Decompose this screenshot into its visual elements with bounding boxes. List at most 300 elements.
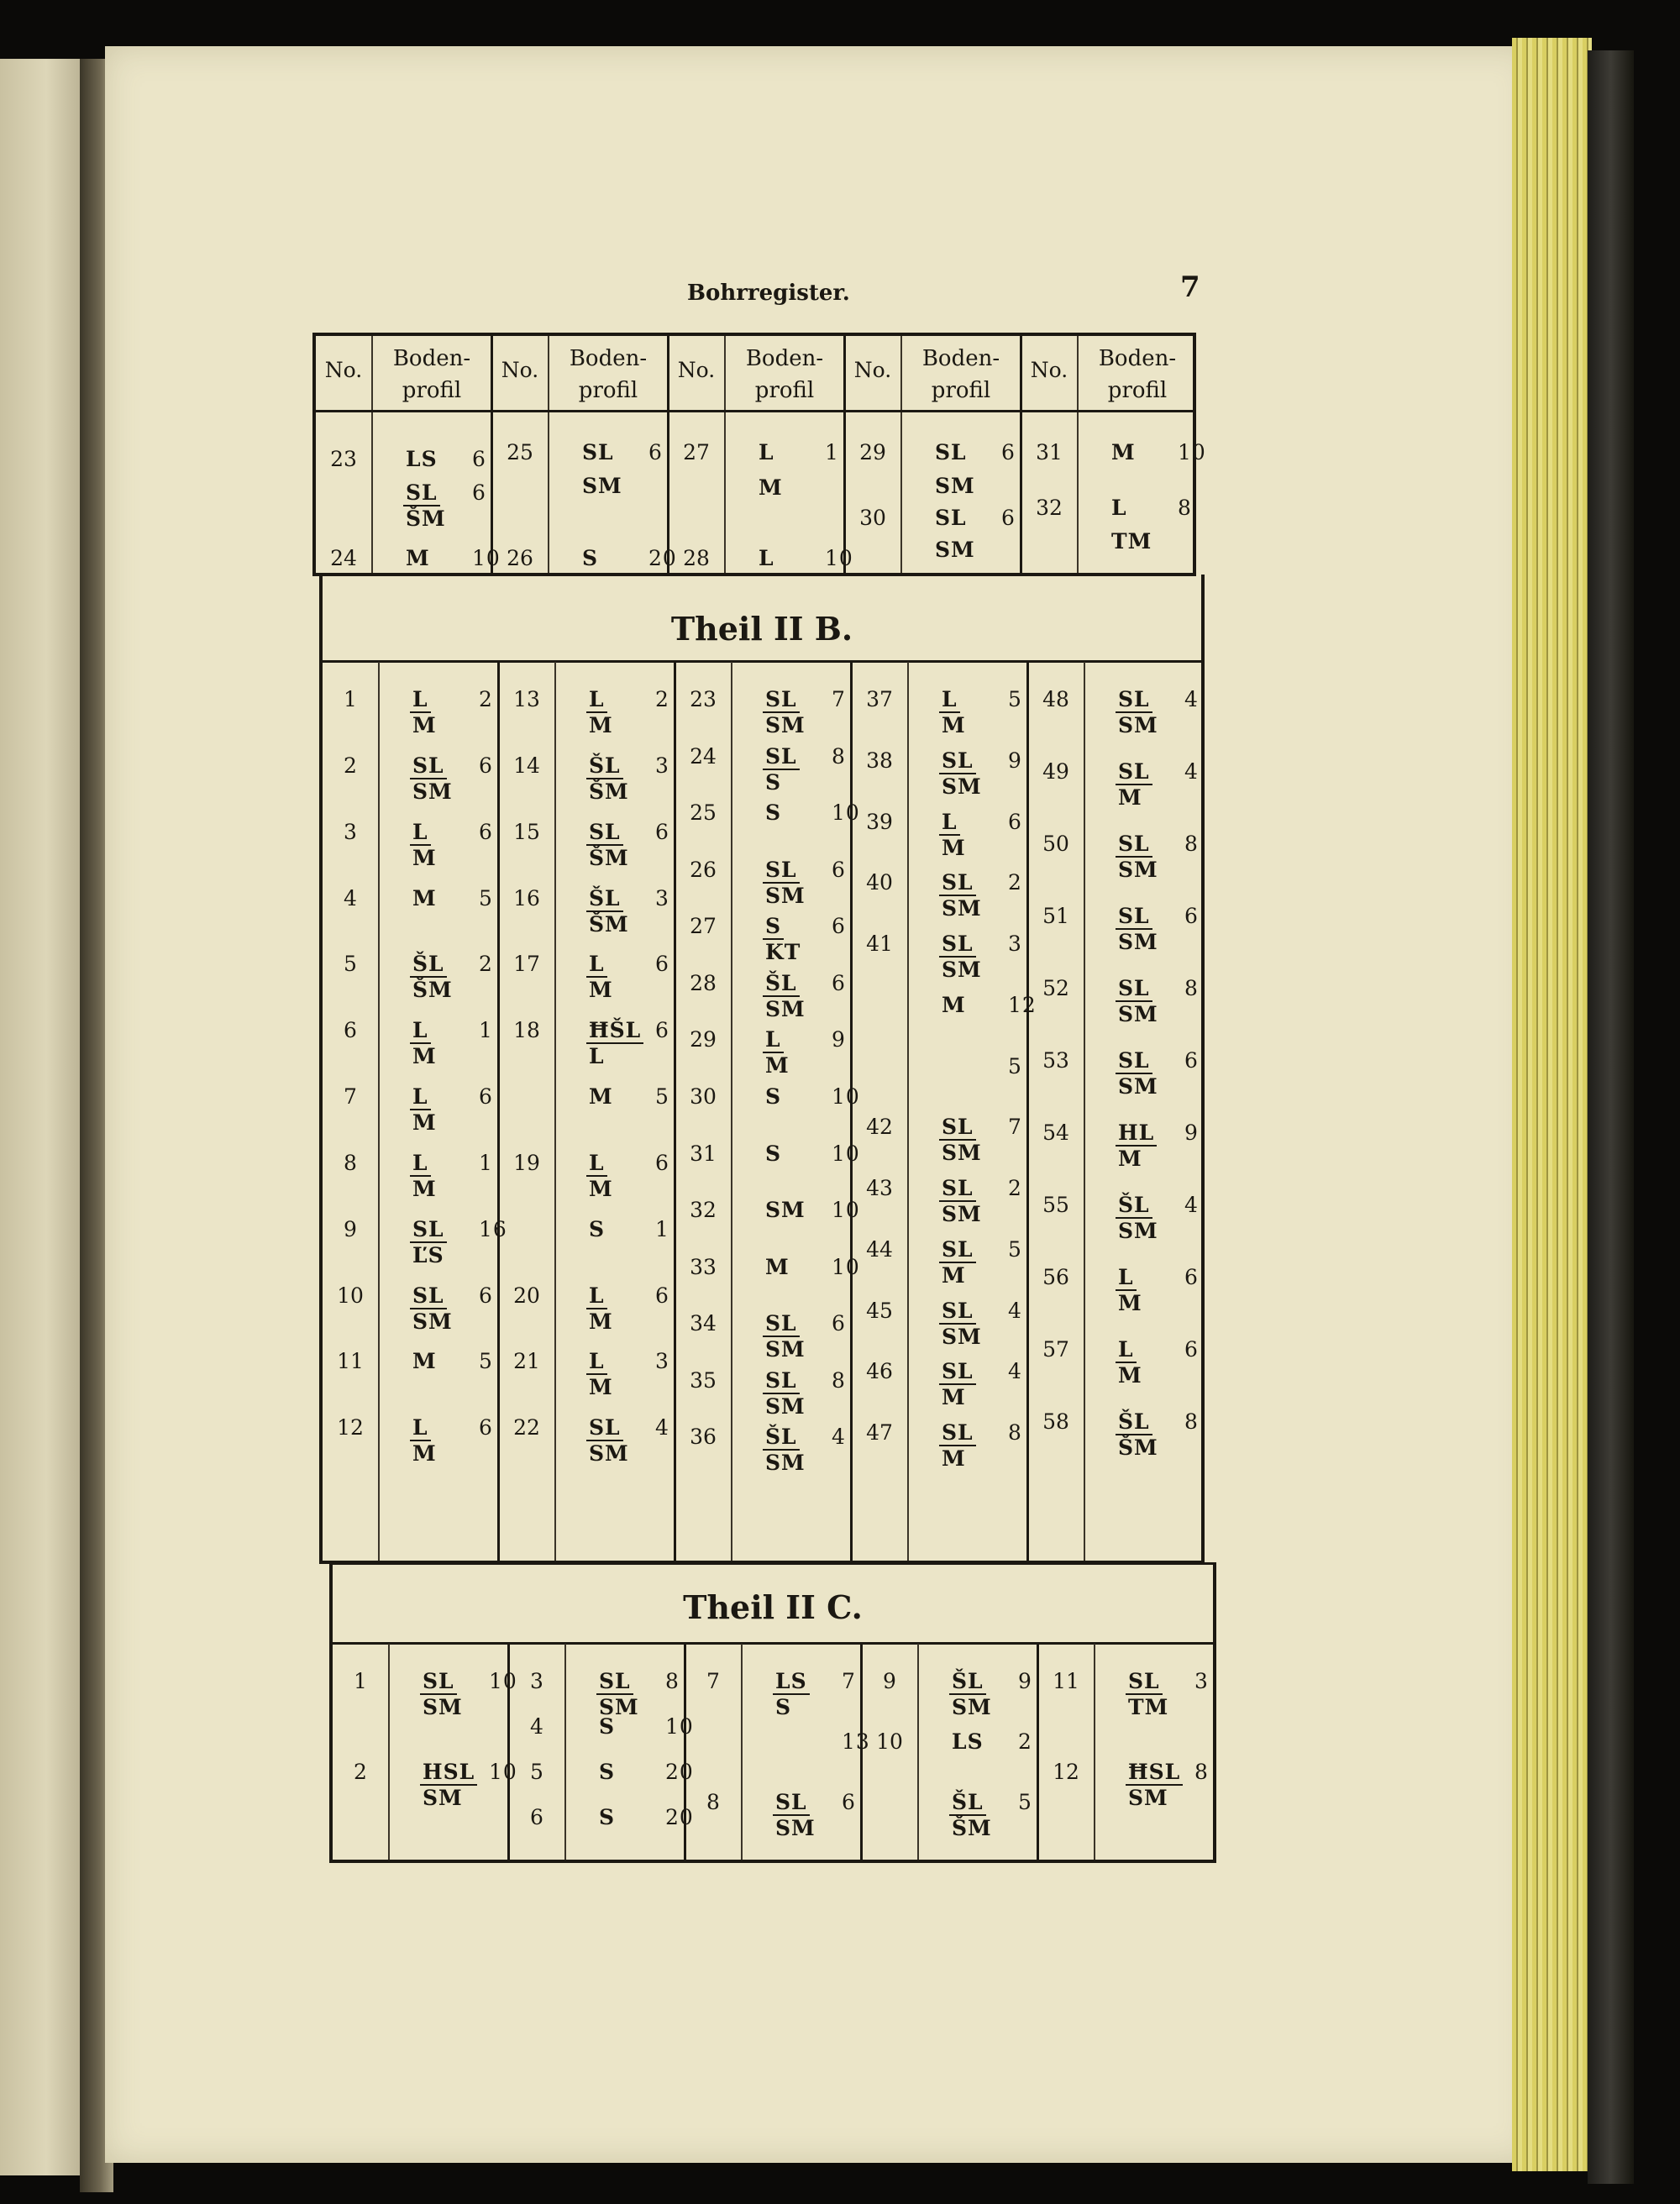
table-part-c <box>329 1562 1216 1863</box>
profile-depth: 8 <box>1184 1409 1199 1434</box>
entry-number: 54 <box>1042 1120 1069 1145</box>
profile-top-layer: ĦSL <box>1126 1760 1183 1786</box>
profile-top-layer: SL <box>939 1115 976 1141</box>
entry-number: 16 <box>513 885 540 910</box>
profile-depth: 6 <box>479 753 493 778</box>
profile-top-layer: LS <box>952 1729 984 1754</box>
profile-bottom-layer: M <box>765 1053 790 1078</box>
profile-bottom-layer: SM <box>942 1202 982 1227</box>
profile-depth: 6 <box>832 1311 846 1336</box>
entry-number: 55 <box>1042 1193 1069 1217</box>
profile-entry <box>410 1151 511 1201</box>
profile-top-layer: L <box>586 687 607 713</box>
entry-number: 37 <box>866 687 893 711</box>
profile-depth: 10 <box>665 1714 694 1739</box>
profile-depth: 8 <box>1184 976 1199 1000</box>
column-header-profile: Boden- profil <box>921 346 1000 403</box>
section-c-rule <box>333 1642 1213 1645</box>
entry-number: 24 <box>330 546 357 570</box>
profile-entry <box>580 440 680 464</box>
profile-bottom-layer: S <box>775 1695 792 1719</box>
profile-depth: 6 <box>472 447 486 471</box>
entry-number: 20 <box>513 1283 540 1308</box>
profile-top-layer: S <box>763 914 784 940</box>
profile-depth: 9 <box>1018 1669 1032 1693</box>
profile-depth: 10 <box>489 1669 517 1693</box>
column-header-profile: Boden- profil <box>745 346 824 403</box>
profile-entry <box>1116 687 1216 737</box>
entry-number: 34 <box>690 1311 717 1336</box>
profile-entry <box>586 1349 687 1399</box>
profile-depth: 6 <box>1001 506 1016 530</box>
profile-entry <box>410 1084 511 1135</box>
entry-number: 46 <box>866 1359 893 1384</box>
profile-entry <box>1116 759 1216 810</box>
profile-depth: 6 <box>648 440 663 464</box>
no-column-divider <box>378 662 380 1561</box>
profile-bottom-layer: M <box>942 835 966 860</box>
profile-depth: 8 <box>665 1669 680 1693</box>
entry-number: 23 <box>690 687 717 711</box>
entry-number: 23 <box>330 447 357 471</box>
profile-bottom-layer: SM <box>1128 1786 1168 1810</box>
profile-bottom-layer: SM <box>1118 713 1158 737</box>
profile-depth: 4 <box>1184 1193 1199 1217</box>
profile-bottom-layer: M <box>942 1262 966 1288</box>
profile-entry <box>403 480 504 531</box>
entry-number: 36 <box>690 1425 717 1450</box>
profile-bottom-layer: M <box>412 845 437 870</box>
profile-bottom-layer: ŠM <box>589 845 629 870</box>
profile-top-layer: L <box>763 1027 784 1053</box>
profile-top-layer: SL <box>763 1311 800 1337</box>
profile-entry <box>586 820 687 870</box>
profile-depth: 3 <box>655 753 669 778</box>
entry-number: 42 <box>866 1115 893 1140</box>
profile-top-layer: L <box>410 1151 431 1177</box>
profile-entry <box>1116 1048 1216 1099</box>
profile-depth: 13 <box>842 1729 870 1754</box>
profile-depth: 2 <box>1008 1176 1022 1201</box>
page-number: 7 <box>1180 270 1200 304</box>
profile-top-layer: M <box>412 1349 437 1374</box>
profile-top-layer: S <box>765 1084 782 1109</box>
entry-number: 31 <box>1036 440 1063 464</box>
profile-top-layer: SL <box>410 1217 447 1243</box>
profile-entry <box>756 440 857 464</box>
profile-bottom-layer: KT <box>765 940 801 965</box>
profile-top-layer: L <box>939 810 960 836</box>
section-heading-b: Theil II B. <box>670 610 853 648</box>
profile-top-layer: LS <box>773 1669 810 1695</box>
profile-top-layer: SL <box>773 1790 810 1816</box>
profile-depth: 4 <box>832 1425 846 1450</box>
profile-bottom-layer: SM <box>765 1393 806 1419</box>
profile-bottom-layer: SM <box>942 1141 982 1166</box>
profile-bottom-layer: M <box>412 1441 437 1467</box>
entry-number: 57 <box>1042 1337 1069 1362</box>
profile-bottom-layer: SM <box>765 883 806 908</box>
entry-number: 56 <box>1042 1265 1069 1289</box>
profile-top-layer: SL <box>939 1420 976 1446</box>
profile-entry <box>932 474 1033 498</box>
profile-bottom-layer: SM <box>1118 858 1158 882</box>
profile-top-layer: SL <box>1116 904 1152 930</box>
no-column-divider <box>388 1644 390 1860</box>
entry-number: 14 <box>513 753 540 778</box>
entry-number: 27 <box>683 440 710 464</box>
profile-entry <box>403 546 504 570</box>
column-header-profile: Boden- profil <box>1098 346 1177 403</box>
profile-top-layer: SL <box>939 931 976 958</box>
profile-entry <box>763 1027 864 1078</box>
header-rule <box>316 410 1193 412</box>
entry-number: 21 <box>513 1349 540 1374</box>
profile-depth: 5 <box>1008 1236 1022 1262</box>
profile-bottom-layer: M <box>589 1309 613 1334</box>
profile-bottom-layer: M <box>589 1084 613 1109</box>
book-cover <box>1588 50 1634 2184</box>
profile-top-layer: L <box>410 1018 431 1044</box>
profile-entry <box>763 971 864 1021</box>
profile-depth: 5 <box>655 1084 669 1109</box>
profile-depth: 6 <box>832 857 846 882</box>
profile-top-layer: S <box>765 1141 782 1166</box>
profile-bottom-layer: SM <box>942 774 982 799</box>
profile-top-layer: M <box>1111 440 1136 464</box>
profile-depth: 4 <box>1184 759 1199 784</box>
column-header-profile: Boden- profil <box>392 346 471 403</box>
profile-top-layer: ŠL <box>586 753 623 779</box>
profile-entry <box>1109 440 1210 464</box>
profile-entry <box>586 1217 687 1241</box>
profile-depth: 6 <box>655 1150 669 1175</box>
profile-bottom-layer: M <box>942 713 966 737</box>
entry-number: 25 <box>690 800 717 826</box>
profile-top-layer: SL <box>1116 687 1152 713</box>
profile-bottom-layer: M <box>589 978 613 1003</box>
table-part-b <box>319 575 1205 1564</box>
no-column-divider <box>554 662 556 1561</box>
profile-top-layer: ŠL <box>410 952 447 978</box>
profile-bottom-layer: ŠM <box>589 911 629 937</box>
profile-depth: 6 <box>655 952 669 977</box>
profile-entry <box>410 886 511 910</box>
profile-top-layer: SL <box>939 1299 976 1325</box>
profile-depth: 2 <box>479 952 493 977</box>
profile-bottom-layer: L <box>589 1044 605 1069</box>
profile-top-layer: L <box>939 687 960 713</box>
entry-number: 3 <box>530 1669 543 1693</box>
profile-top-layer: SL <box>1116 976 1152 1002</box>
profile-entry <box>420 1669 521 1719</box>
profile-top-layer: SL <box>1116 832 1152 858</box>
profile-entry <box>586 687 687 737</box>
no-column-divider <box>741 1644 743 1860</box>
profile-depth: 6 <box>479 819 493 844</box>
entry-number: 8 <box>344 1150 357 1175</box>
profile-top-layer: SL <box>403 480 440 506</box>
profile-bottom-layer: SM <box>765 1337 806 1362</box>
profile-bottom-layer: ŠM <box>412 978 453 1003</box>
profile-depth: 6 <box>1184 1337 1199 1362</box>
profile-entry <box>410 1415 511 1466</box>
profile-top-layer: ŠL <box>763 1425 800 1451</box>
profile-depth: 4 <box>1008 1359 1022 1384</box>
profile-depth: 7 <box>842 1669 856 1693</box>
profile-bottom-layer: ŠM <box>406 506 446 531</box>
entry-number: 5 <box>530 1760 543 1784</box>
profile-depth: 6 <box>1001 440 1016 464</box>
profile-depth: 10 <box>832 800 860 826</box>
profile-bottom-layer: M <box>1118 1147 1142 1171</box>
entry-number: 2 <box>354 1760 367 1784</box>
profile-entry <box>763 1141 864 1166</box>
profile-entry <box>763 1255 864 1279</box>
profile-top-layer: SL <box>586 820 623 846</box>
profile-entry <box>763 858 864 908</box>
no-column-divider <box>1094 1644 1095 1860</box>
entry-number: 9 <box>344 1216 357 1241</box>
entry-number: 32 <box>690 1198 717 1223</box>
profile-bottom-layer: ĽS <box>412 1242 444 1267</box>
profile-top-layer: L <box>759 440 774 464</box>
profile-entry <box>939 1299 1040 1349</box>
profile-bottom-layer: ŠM <box>952 1816 992 1840</box>
profile-top-layer: S <box>582 546 599 570</box>
profile-bottom-layer: SM <box>765 1451 806 1476</box>
profile-entry <box>949 1729 1050 1754</box>
profile-depth: 16 <box>479 1216 507 1241</box>
profile-depth: 10 <box>832 1254 860 1279</box>
profile-top-layer: L <box>410 1415 431 1441</box>
profile-top-layer: SL <box>586 1415 623 1441</box>
profile-bottom-layer: M <box>942 992 966 1017</box>
profile-entry <box>932 538 1033 562</box>
profile-depth: 5 <box>1008 687 1022 711</box>
profile-top-layer: ŠL <box>1116 1409 1152 1435</box>
entry-number: 12 <box>337 1415 364 1440</box>
profile-bottom-layer: M <box>1118 1291 1142 1315</box>
profile-bottom-layer: SM <box>589 1441 629 1467</box>
running-header: Bohrregister. <box>687 281 850 306</box>
profile-entry <box>932 440 1033 464</box>
profile-bottom-layer: SM <box>942 1324 982 1349</box>
profile-entry <box>410 1349 511 1373</box>
profile-bottom-layer: SM <box>1118 930 1158 954</box>
profile-depth: 7 <box>1008 1115 1022 1140</box>
profile-entry <box>939 931 1040 982</box>
entry-number: 28 <box>690 970 717 995</box>
profile-entry <box>939 687 1040 737</box>
page-edges <box>1512 38 1592 2171</box>
entry-number: 1 <box>354 1669 367 1693</box>
profile-entry <box>586 1415 687 1466</box>
profile-entry <box>939 1115 1040 1165</box>
profile-depth: 8 <box>832 1367 846 1393</box>
no-column-divider <box>1084 662 1085 1561</box>
profile-depth: 6 <box>479 1283 493 1308</box>
profile-bottom-layer: M <box>589 1176 613 1201</box>
profile-depth: 6 <box>655 1018 669 1043</box>
profile-entry <box>763 1368 864 1419</box>
section-heading-c: Theil II C. <box>683 1588 863 1626</box>
profile-depth: 4 <box>655 1415 669 1440</box>
entry-number: 10 <box>876 1729 903 1754</box>
profile-depth: 5 <box>479 1349 493 1374</box>
profile-depth: 3 <box>655 885 669 910</box>
profile-bottom-layer: SM <box>599 1695 639 1719</box>
profile-top-layer: S <box>599 1714 616 1739</box>
entry-number: 18 <box>513 1018 540 1043</box>
profile-entry <box>1116 1120 1216 1171</box>
profile-depth: 7 <box>832 687 846 711</box>
profile-top-layer: ŠL <box>949 1790 986 1816</box>
profile-entry <box>773 1669 874 1719</box>
profile-entry <box>1126 1760 1226 1810</box>
profile-bottom-layer: M <box>1118 785 1142 810</box>
profile-entry <box>586 1018 687 1068</box>
profile-depth: 5 <box>1018 1790 1032 1814</box>
profile-depth: 9 <box>1008 748 1022 773</box>
profile-bottom-layer: M <box>1118 1363 1142 1388</box>
profile-depth: 1 <box>479 1018 493 1043</box>
profile-top-layer: M <box>759 475 783 500</box>
profile-top-layer: TM <box>1111 529 1152 554</box>
profile-depth: 8 <box>1184 832 1199 856</box>
profile-entry <box>410 1283 511 1334</box>
entry-number: 39 <box>866 809 893 834</box>
profile-top-layer: SL <box>1116 1048 1152 1074</box>
profile-top-layer: LS <box>406 447 438 471</box>
profile-top-layer: SL <box>935 506 967 530</box>
entry-number: 38 <box>866 748 893 773</box>
profile-top-layer: ŠL <box>763 971 800 997</box>
profile-entry <box>763 1198 864 1222</box>
entry-number: 51 <box>1042 904 1069 928</box>
profile-depth: 5 <box>1008 1053 1022 1078</box>
profile-top-layer: L <box>1111 496 1127 520</box>
profile-top-layer: S <box>599 1760 616 1784</box>
profile-depth: 10 <box>832 1198 860 1223</box>
profile-entry <box>410 687 511 737</box>
profile-entry <box>939 748 1040 799</box>
profile-bottom-layer: SM <box>942 896 982 921</box>
profile-top-layer: SL <box>939 1237 976 1263</box>
profile-depth: 6 <box>832 970 846 995</box>
profile-entry <box>763 800 864 825</box>
profile-top-layer: SL <box>763 744 800 770</box>
entry-number: 26 <box>507 546 533 570</box>
entry-number: 48 <box>1042 687 1069 711</box>
entry-number: 45 <box>866 1298 893 1323</box>
profile-depth: 6 <box>842 1790 856 1814</box>
profile-entry <box>1116 832 1216 882</box>
profile-bottom-layer: M <box>942 1446 966 1472</box>
profile-top-layer: SM <box>935 474 975 498</box>
profile-bottom-layer: S <box>765 769 782 795</box>
no-column-divider <box>731 662 732 1561</box>
profile-top-layer: SL <box>763 858 800 884</box>
profile-entry <box>1109 529 1210 554</box>
profile-depth: 6 <box>1184 1048 1199 1073</box>
profile-entry <box>410 952 511 1002</box>
profile-depth: 2 <box>479 687 493 711</box>
profile-top-layer: ŠL <box>1116 1193 1152 1219</box>
profile-depth: 6 <box>472 480 486 505</box>
entry-number: 29 <box>690 1027 717 1052</box>
profile-top-layer: S <box>599 1805 616 1829</box>
profile-bottom-layer: TM <box>1128 1695 1169 1719</box>
profile-top-layer: ĦŠL <box>586 1018 643 1044</box>
column-header-no: No. <box>324 358 363 382</box>
entry-number: 49 <box>1042 759 1069 784</box>
entry-number: 33 <box>690 1254 717 1279</box>
entry-number: 12 <box>1053 1760 1079 1784</box>
entry-number: 40 <box>866 870 893 895</box>
profile-depth: 6 <box>655 1283 669 1308</box>
profile-top-layer: SL <box>763 1368 800 1394</box>
profile-top-layer: HSL <box>420 1760 477 1786</box>
profile-depth: 9 <box>1184 1120 1199 1145</box>
profile-depth: 8 <box>832 743 846 769</box>
profile-bottom-layer: M <box>412 713 437 737</box>
entry-number: 58 <box>1042 1409 1069 1434</box>
profile-bottom-layer: SM <box>942 958 982 983</box>
profile-entry <box>756 546 857 570</box>
profile-depth: 3 <box>655 1349 669 1374</box>
profile-bottom-layer: SM <box>765 996 806 1021</box>
profile-depth: 6 <box>479 1084 493 1109</box>
profile-entry <box>410 820 511 870</box>
entry-number: 4 <box>344 885 357 910</box>
profile-bottom-layer: M <box>412 1110 437 1135</box>
profile-entry <box>949 1790 1050 1840</box>
profile-depth: 20 <box>665 1805 694 1829</box>
profile-bottom-layer: M <box>942 1385 966 1410</box>
profile-bottom-layer: SM <box>412 779 453 804</box>
profile-bottom-layer: SM <box>1118 1002 1158 1026</box>
profile-entry <box>586 1084 687 1109</box>
entry-number: 43 <box>866 1176 893 1201</box>
profile-entry <box>1116 976 1216 1026</box>
profile-top-layer: SL <box>1116 759 1152 785</box>
profile-depth: 6 <box>1184 1265 1199 1289</box>
profile-top-layer: SL <box>939 748 976 774</box>
profile-bottom-layer: M <box>589 1375 613 1400</box>
profile-entry <box>939 810 1040 860</box>
profile-bottom-layer: M <box>412 1176 437 1201</box>
profile-bottom-layer: SM <box>952 1695 992 1719</box>
entry-number: 13 <box>513 687 540 711</box>
profile-entry <box>773 1790 874 1840</box>
table-part-a <box>312 333 1206 576</box>
profile-bottom-layer: M <box>589 713 613 737</box>
entry-number: 8 <box>706 1790 720 1814</box>
profile-top-layer: SL <box>935 440 967 464</box>
column-header-profile: Boden- profil <box>569 346 648 403</box>
profile-entry <box>586 1151 687 1201</box>
profile-entry <box>763 744 864 795</box>
entry-number: 7 <box>344 1084 357 1109</box>
profile-entry <box>939 993 1040 1017</box>
profile-top-layer: M <box>765 1254 790 1279</box>
profile-top-layer: L <box>586 1151 607 1177</box>
profile-depth: 8 <box>1178 496 1192 520</box>
profile-depth: 9 <box>832 1027 846 1052</box>
profile-entry <box>763 914 864 964</box>
profile-depth: 10 <box>832 1141 860 1166</box>
